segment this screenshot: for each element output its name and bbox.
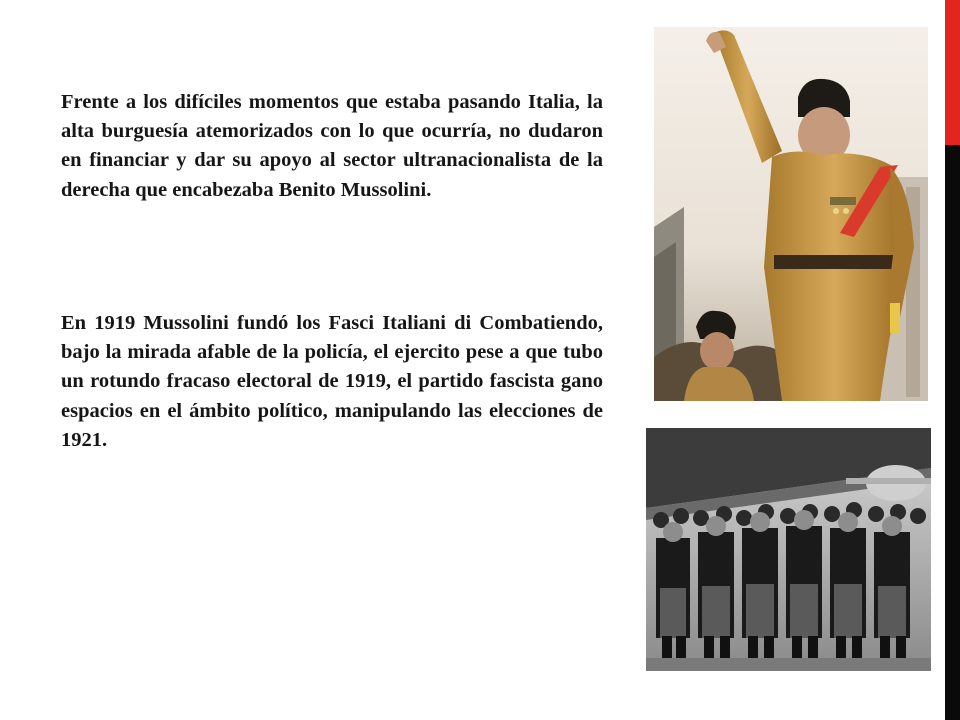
photo-saluting-leader bbox=[654, 27, 928, 401]
paragraph-1919: En 1919 Mussolini fundó los Fasci Italiani di Combatiendo, bajo la mirada afable de la policía, el ejercito pese a que tubo un rotundo fracaso electoral de 1919, el partido fascista gano espacios en el ámbito político, manipulando las elecciones de 1921. bbox=[61, 312, 603, 451]
accent-bar-red bbox=[945, 0, 960, 145]
group-photograph-illustration bbox=[646, 428, 931, 671]
saluting-leader-illustration bbox=[654, 27, 928, 401]
paragraph-intro: Frente a los difíciles momentos que estaba pasando Italia, la alta burguesía atemorizados con lo que ocurría, no dudaron en financiar y dar su apoyo al sector ultranacionalista de la derecha que encabezaba Benito Mussolini. bbox=[61, 91, 603, 201]
accent-bar-black bbox=[945, 145, 960, 720]
photo-group-blackshirts bbox=[646, 428, 931, 671]
